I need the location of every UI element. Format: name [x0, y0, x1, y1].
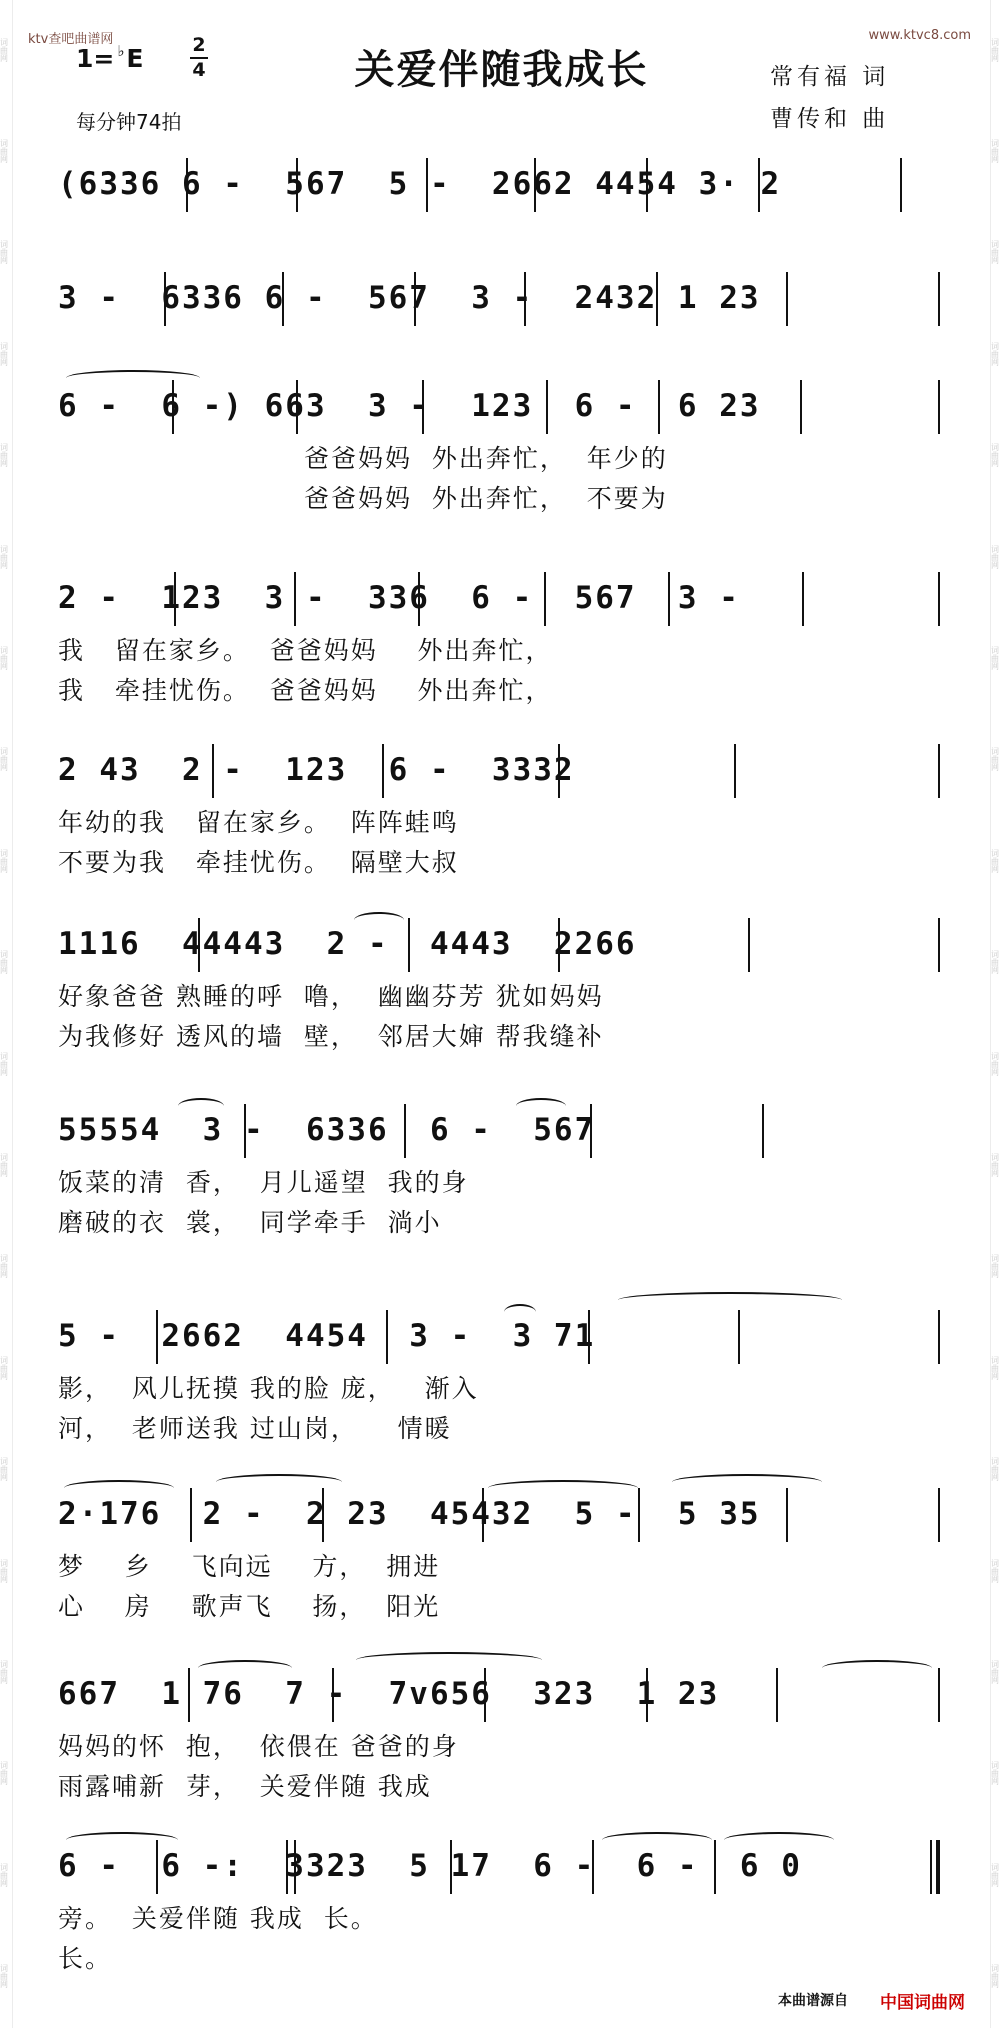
lyric-line-verse1: 旁。 关爱伴随 我成 长。 — [58, 1904, 378, 1933]
key-signature: 1= ♭E — [76, 42, 144, 73]
lyric-line-verse1: 梦 乡 飞向远 方， 拥进 — [58, 1552, 441, 1581]
site-watermark-top-left: ktv查吧曲谱网 — [28, 32, 114, 47]
lyric-line-verse2: 我 牵挂忧伤。 爸爸妈妈 外出奔忙， — [58, 676, 553, 705]
notation-line: 6 - 6 -) 663 3 - 123 6 - 6 23 — [58, 388, 761, 424]
notation-line: 2·176 2 - 2 23 45432 5 - 5 35 — [58, 1496, 761, 1532]
lyric-line-verse1: 好象爸爸 熟睡的呼 噜， 幽幽芬芳 犹如妈妈 — [58, 982, 604, 1011]
lyric-line-verse2: 不要为我 牵挂忧伤。 隔壁大叔 — [58, 848, 459, 877]
site-watermark-top-right: www.ktvc8.com — [868, 28, 971, 43]
lyric-line-verse2: 心 房 歌声飞 扬， 阳光 — [58, 1592, 441, 1621]
notation-line: 6 - 6 -: 3323 5 17 6 - 6 - 6 0 — [58, 1848, 802, 1884]
lyric-line-verse1: 影， 风儿抚摸 我的脸 庞， 渐入 — [58, 1374, 479, 1403]
score-system — [58, 1310, 938, 1443]
song-title: 关爱伴随我成长 — [354, 46, 649, 93]
tie-mark — [618, 1292, 842, 1308]
flat-sign: ♭ — [117, 42, 125, 60]
score-system — [58, 744, 938, 877]
source-site: 中国词曲网 — [880, 1993, 965, 2013]
tempo-marking: 每分钟74拍 — [76, 110, 182, 134]
lyric-line-verse1: 爸爸妈妈 外出奔忙， 年少的 — [304, 444, 668, 473]
tie-mark — [356, 1652, 542, 1668]
lyric-line-verse1: 饭菜的清 香， 月儿遥望 我的身 — [58, 1168, 469, 1197]
notation-line: 2 43 2 - 123 6 - 3332 — [58, 752, 575, 788]
score-system — [58, 1488, 938, 1621]
lyric-line-verse1: 我 留在家乡。 爸爸妈妈 外出奔忙， — [58, 636, 553, 665]
source-label: 本曲谱源自 — [778, 1993, 848, 2009]
score-system — [58, 158, 938, 212]
lyricist-credit: 常有福 词 — [770, 64, 890, 90]
lyric-line-verse2: 长。 — [58, 1944, 113, 1973]
score-system — [58, 1668, 938, 1801]
notation-line: 3 - 6336 6 - 567 3 - 2432 1 23 — [58, 280, 761, 316]
lyric-line-verse2: 为我修好 透风的墙 壁， 邻居大婶 帮我缝补 — [58, 1022, 604, 1051]
lyric-line-verse1: 妈妈的怀 抱， 依偎在 爸爸的身 — [58, 1732, 459, 1761]
score-system — [58, 380, 938, 513]
notation-line: 55554 3 - 6336 6 - 567 — [58, 1112, 596, 1148]
notation-line: 5 - 2662 4454 3 - 3 71 — [58, 1318, 596, 1354]
lyric-line-verse2: 雨露哺新 芽， 关爱伴随 我成 — [58, 1772, 432, 1801]
score-system — [58, 1104, 938, 1237]
score-system — [58, 1840, 938, 1973]
lyric-line-verse2: 河， 老师送我 过山岗， 情暖 — [58, 1414, 452, 1443]
notation-line: 1116 44443 2 - 4443 2266 — [58, 926, 637, 962]
composer-credit: 曹传和 曲 — [770, 106, 890, 132]
score-system — [58, 272, 938, 326]
side-watermark-right: 词曲网 词曲网 词曲网 词曲网 词曲网 词曲网 词曲网 词曲网 词曲网 词曲网 词曲网 词曲网 词曲网 词曲网 词曲网 词曲网 词曲网 词曲网 词曲网 词曲网 — [990, 0, 1003, 2028]
notation-line: (6336 6 - 567 5 - 2662 4454 3· 2 — [58, 166, 782, 202]
notation-line: 667 1 76 7 - 7v656 323 1 23 — [58, 1676, 720, 1712]
score-system — [58, 572, 938, 705]
time-signature: 2 4 — [190, 34, 208, 82]
side-watermark-left: 词曲网 词曲网 词曲网 词曲网 词曲网 词曲网 词曲网 词曲网 词曲网 词曲网 词曲网 词曲网 词曲网 词曲网 词曲网 词曲网 词曲网 词曲网 词曲网 词曲网 — [0, 0, 13, 2028]
score-system — [58, 918, 938, 1051]
lyric-line-verse1: 年幼的我 留在家乡。 阵阵蛙鸣 — [58, 808, 459, 837]
lyric-line-verse2: 磨破的衣 裳， 同学牵手 淌小 — [58, 1208, 442, 1237]
notation-line: 2 - 123 3 - 336 6 - 567 3 - — [58, 580, 740, 616]
lyric-line-verse2: 爸爸妈妈 外出奔忙， 不要为 — [304, 484, 668, 513]
